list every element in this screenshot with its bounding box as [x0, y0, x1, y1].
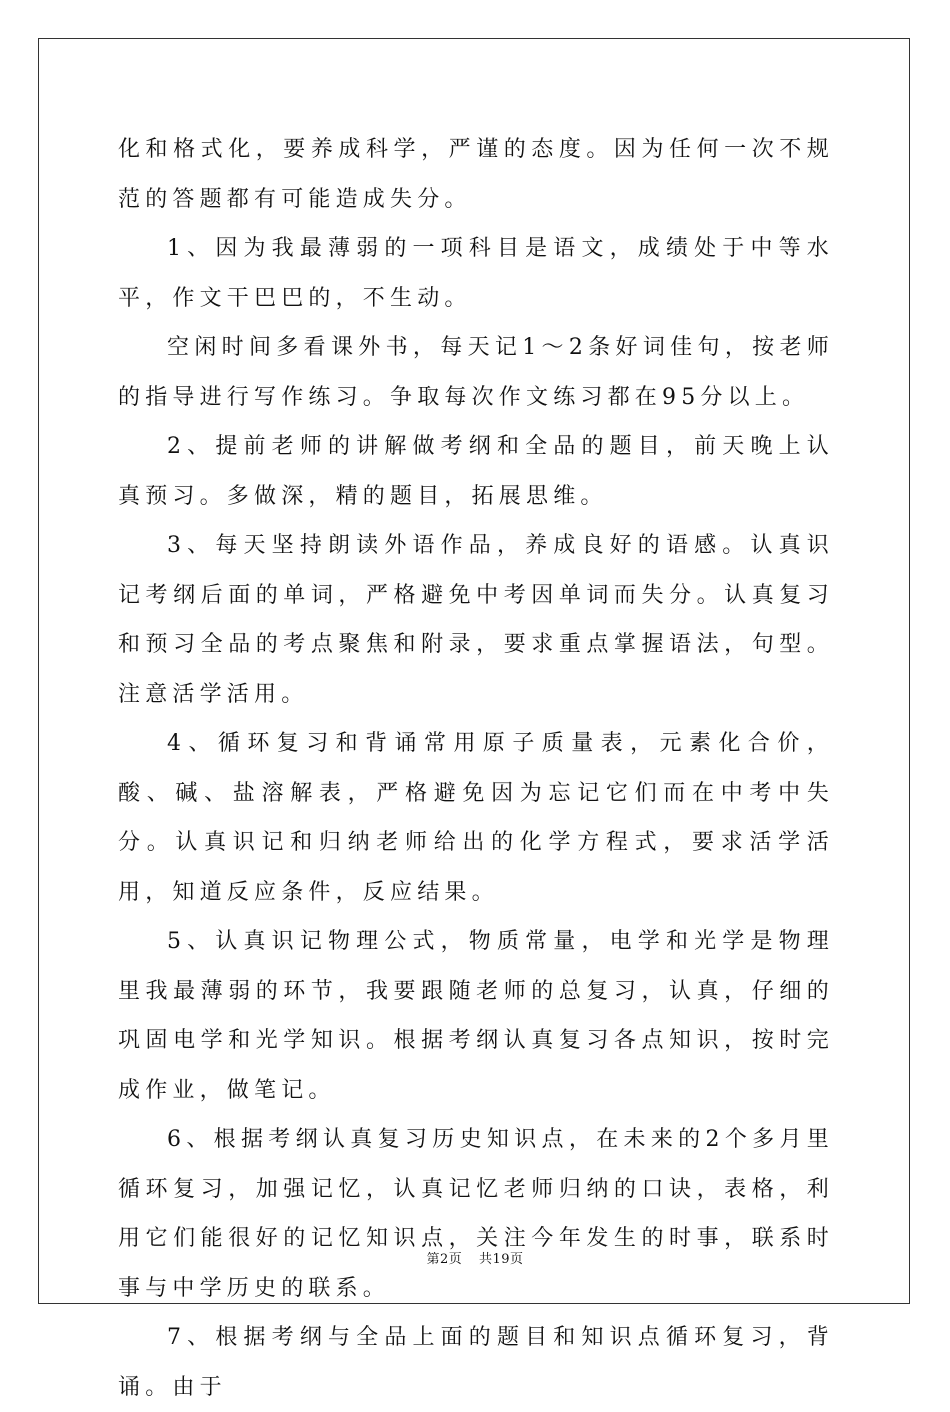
- paragraph-item-5: 5、认真识记物理公式，物质常量，电学和光学是物理里我最薄弱的环节，我要跟随老师的总复习，认真，仔细的巩固电学和光学知识。根据考纲认真复习各点知识，按时完成作业，做笔记。: [118, 929, 834, 1103]
- paragraph-item-1: 1、因为我最薄弱的一项科目是语文，成绩处于中等水平，作文干巴巴的，不生动。: [118, 236, 834, 311]
- document-body: [118, 125, 834, 1412]
- paragraph-item-2: 2、提前老师的讲解做考纲和全品的题目，前天晚上认真预习。多做深，精的题目，拓展思维。: [118, 434, 834, 509]
- paragraph-item-4: 4、循环复习和背诵常用原子质量表，元素化合价，酸、碱、盐溶解表，严格避免因为忘记它们而在中考中失分。认真识记和归纳老师给出的化学方程式，要求活学活用，知道反应条件，反应结果。: [118, 731, 834, 905]
- paragraph-item-6: 6、根据考纲认真复习历史知识点，在未来的2个多月里循环复习，加强记忆，认真记忆老师归纳的口诀，表格，利用它们能很好的记忆知识点，关注今年发生的时事，联系时事与中学历史的联系。: [118, 1127, 834, 1301]
- page-total: 共19页: [478, 1252, 524, 1267]
- paragraph-item-7: 7、根据考纲与全品上面的题目和知识点循环复习，背诵。由于: [118, 1325, 834, 1400]
- page-footer: [0, 1248, 950, 1267]
- page-number: 第2页: [426, 1252, 463, 1267]
- paragraph-item-1-detail: 空闲时间多看课外书，每天记1～2条好词佳句，按老师的指导进行写作练习。争取每次作文练习都在95分以上。: [118, 335, 834, 410]
- paragraph-continued: 化和格式化，要养成科学，严谨的态度。因为任何一次不规范的答题都有可能造成失分。: [118, 137, 834, 212]
- paragraph-item-3: 3、每天坚持朗读外语作品，养成良好的语感。认真识记考纲后面的单词，严格避免中考因单词而失分。认真复习和预习全品的考点聚焦和附录，要求重点掌握语法，句型。注意活学活用。: [118, 533, 834, 707]
